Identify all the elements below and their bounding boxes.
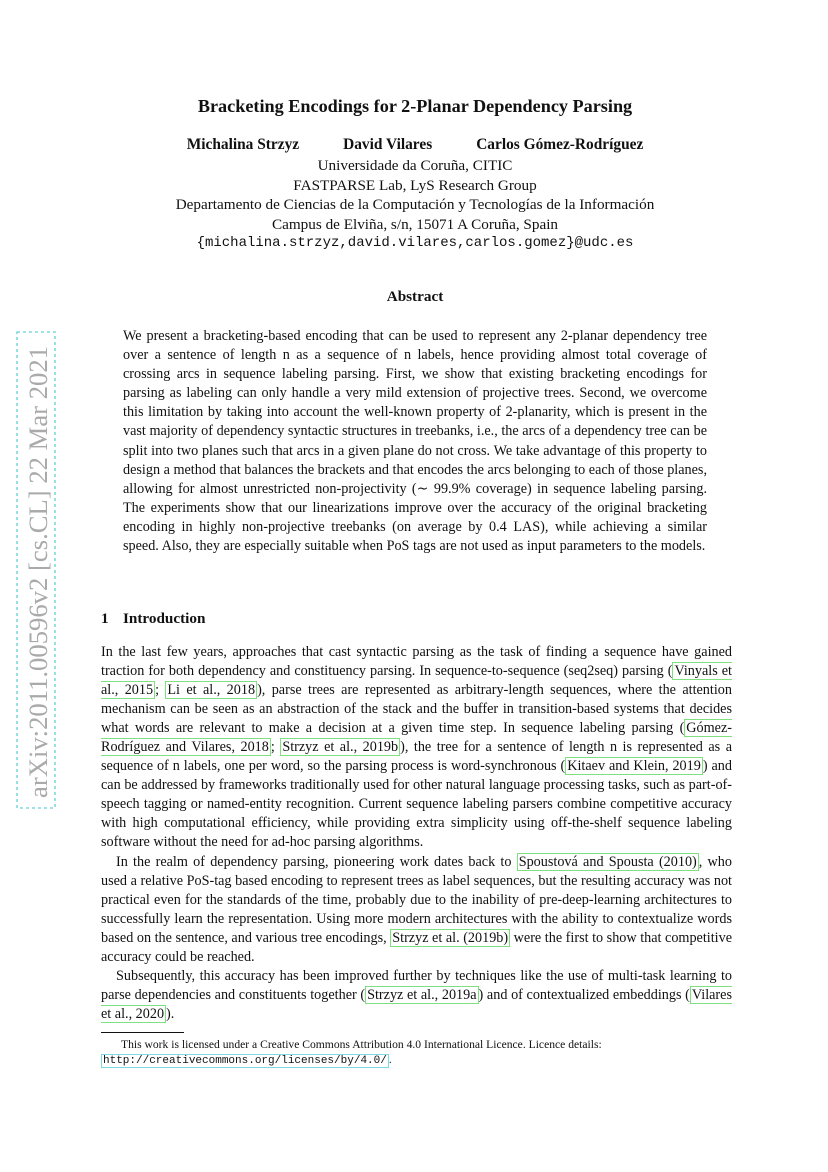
section-title: Introduction xyxy=(123,610,206,627)
text-run: , who used a relative PoS-tag based encoding to represent trees as label sequences, but the resulting accuracy was not practical even for the standards of the time, probably due to the inability of pre-deep-learning architectures to successfully learn the representation. Using more modern architectures with the ability to contextualize words based on the sentence, and various tree encodings, xyxy=(101,853,732,946)
citation-link[interactable]: Kitaev and Klein, 2019 xyxy=(567,758,701,775)
text-run: ), the tree for a sentence of length n is represented as a sequence of n labels, one per word, so the parsing process is word-synchronous ( xyxy=(101,739,732,775)
citation-link[interactable]: Strzyz et al. (2019b) xyxy=(392,929,509,946)
author-list xyxy=(100,136,730,154)
citation-link[interactable]: Strzyz et al., 2019a xyxy=(367,986,477,1003)
author-name: Carlos Gómez-Rodríguez xyxy=(476,136,644,153)
text-run: Subsequently, this accuracy has been improved further by techniques like the use of multi-task learning to parse dependencies and constituents together ( xyxy=(101,967,732,1003)
footnote xyxy=(101,1037,733,1069)
author-name: David Vilares xyxy=(343,136,433,153)
section-heading xyxy=(101,610,205,628)
licence-url-link[interactable]: http://creativecommons.org/licenses/by/4.0/ xyxy=(103,1055,387,1067)
arxiv-stamp xyxy=(14,330,58,810)
text-run: ; xyxy=(270,739,281,756)
abstract-text: We present a bracketing-based encoding that can be used to represent any 2-planar dependency tree over a sentence of length n as a sequence of n labels, hence providing almost total coverage of crossing arcs in sequence labeling parsing. First, we show that existing bracketing encodings for parsing as labeling can only handle a very mild extension of projective trees. Second, we overcome this limitation by taking into account the well-known property of 2-planarity, which is present in the vast majority of dependency syntactic structures in treebanks, i.e., the arcs of a dependency tree can be split into two planes such that arcs in a given plane do not cross. We take advantage of this property to design a method that balances the brackets and that encodes the arcs belonging to each of those planes, allowing for almost unrestricted non-projectivity (∼ 99.9% coverage) in sequence labeling parsing. The experiments show that our linearizations improve over the accuracy of the original bracketing encoding in highly non-projective treebanks (on average by 0.4 LAS), while achieving a similar speed. Also, they are especially suitable when PoS tags are not used as input parameters to the models. xyxy=(123,328,707,555)
section-body xyxy=(101,643,732,1024)
text-run: ; xyxy=(155,682,166,699)
arxiv-stamp-text: arXiv:2011.00596v2 [cs.CL] 22 Mar 2021 xyxy=(23,348,53,798)
footnote-rule xyxy=(101,1032,184,1033)
footnote-text: This work is licensed under a Creative Commons Attribution 4.0 International Licence. Licence details: xyxy=(121,1038,602,1051)
text-run: ) and of contextualized embeddings ( xyxy=(478,986,690,1003)
text-run: were the first to show that competitive accuracy could be reached. xyxy=(101,929,732,965)
paragraph xyxy=(101,967,732,1024)
affiliation-line: Departamento de Ciencias de la Computación y Tecnologías de la Información xyxy=(175,196,655,213)
footnote-end: . xyxy=(388,1053,392,1066)
citation-link[interactable]: Spoustová and Spousta (2010) xyxy=(518,853,697,870)
citation-link[interactable]: Strzyz et al., 2019b xyxy=(282,739,399,756)
author-emails: {michalina.strzyz,david.vilares,carlos.gomez}@udc.es xyxy=(196,235,634,251)
citation-link[interactable]: Gómez-Rodríguez and Vilares, 2018 xyxy=(101,720,732,756)
text-run: In the realm of dependency parsing, pioneering work dates back to xyxy=(116,853,517,870)
text-run: ) and can be addressed by frameworks traditionally used for other natural language processing tasks, such as part-of-speech tagging or named-entity recognition. Current sequence labeling parsers combine competitive accuracy with high computational efficiency, while providing extra simplicity using off-the-shelf sequence labeling software without the need for ad-hoc parsing algorithms. xyxy=(101,758,732,851)
text-run: ), parse trees are represented as arbitrary-length sequences, where the attention mechanism can be seen as an abstraction of the stack and the buffer in transition-based systems that decides what words are relevant to make a decision at a given time step. In sequence labeling parsing ( xyxy=(101,682,732,737)
citation-link[interactable]: Vinyals et al., 2015 xyxy=(101,663,732,699)
text-run: ). xyxy=(166,1005,175,1022)
citation-link[interactable]: Vilares et al., 2020 xyxy=(101,986,732,1022)
author-name: Michalina Strzyz xyxy=(186,136,300,153)
citation-link[interactable]: Li et al., 2018 xyxy=(167,682,256,699)
abstract-heading: Abstract xyxy=(386,288,444,305)
paper-title: Bracketing Encodings for 2-Planar Dependency Parsing xyxy=(197,96,633,116)
affiliation-line: Universidade da Coruña, CITIC xyxy=(317,157,513,174)
paragraph xyxy=(101,853,732,967)
text-run: In the last few years, approaches that cast syntactic parsing as the task of finding a sequence have gained traction for both dependency and constituency parsing. In sequence-to-sequence (seq2seq) parsing ( xyxy=(101,644,732,680)
affiliation-line: Campus de Elviña, s/n, 15071 A Coruña, Spain xyxy=(271,216,559,233)
paragraph xyxy=(101,643,732,853)
section-number: 1 xyxy=(101,610,109,627)
affiliation-line: FASTPARSE Lab, LyS Research Group xyxy=(293,177,537,194)
